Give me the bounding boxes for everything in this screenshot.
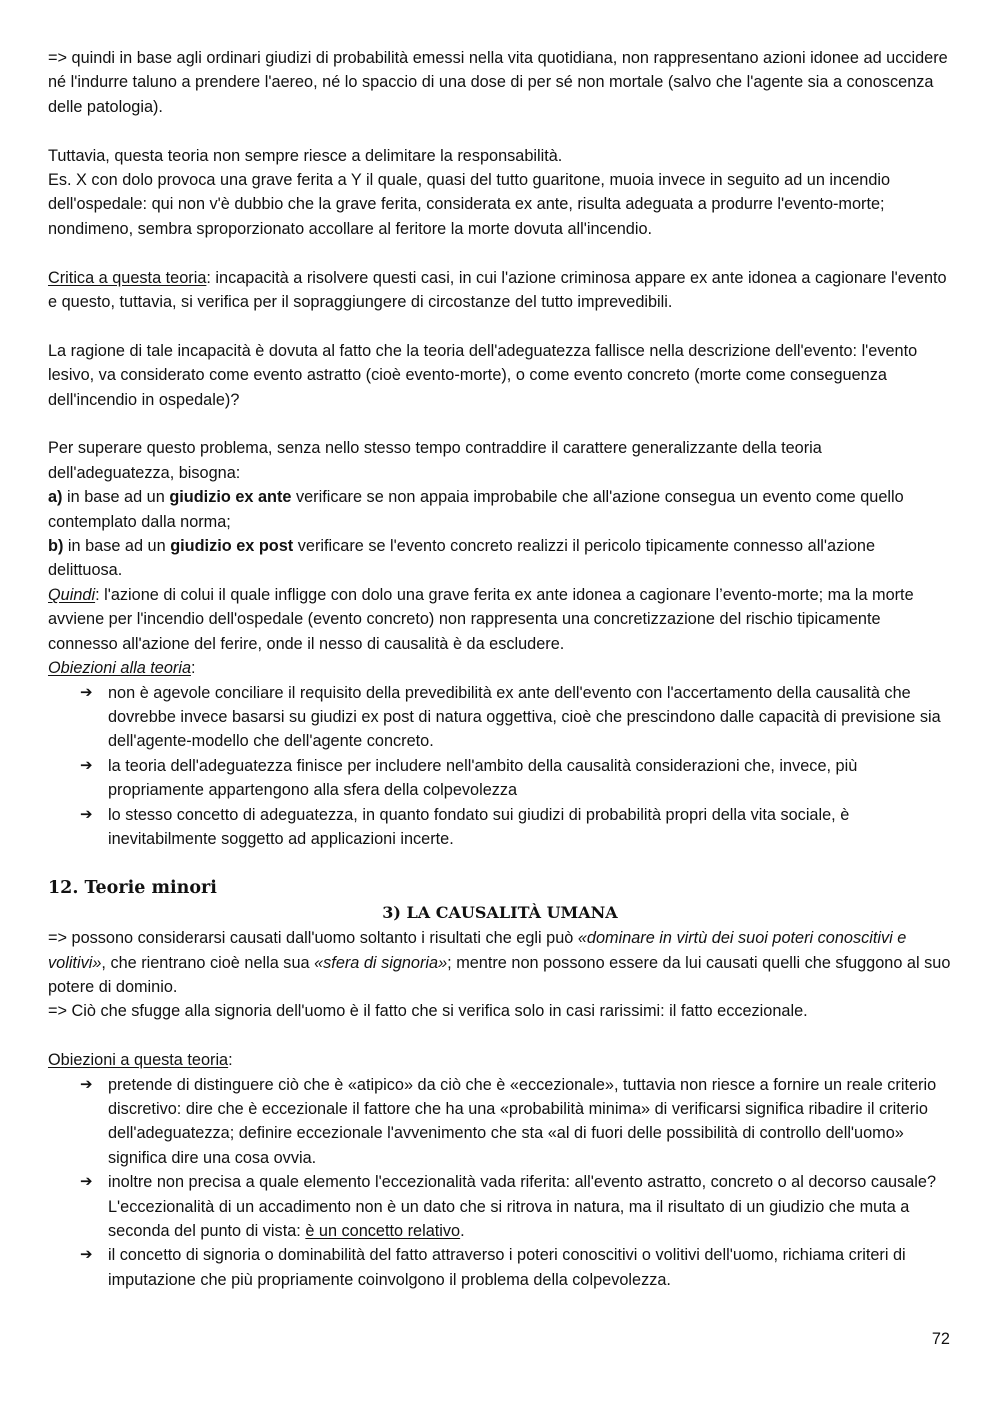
point-a-bold: giudizio ex ante [169, 488, 292, 507]
arrow-right-icon: ➔ [80, 756, 93, 774]
paragraph-critica [48, 266, 952, 315]
cu-quote-1: «dominare in virtù dei suoi poteri conoscitivi e volitivi» [48, 929, 907, 972]
critica-label: Critica a questa teoria [48, 268, 207, 287]
point-b-pre: in base ad un [63, 537, 171, 556]
subsection-title: 3) LA CAUSALITÀ UMANA [382, 903, 618, 923]
list-item [48, 754, 952, 803]
point-b-post: verificare se l'evento concreto realizzi il pericolo tipicamente connesso all'azione delittuosa. [48, 537, 876, 580]
list-item-underlined: è un concetto relativo [305, 1222, 461, 1240]
critica-text: : incapacità a risolvere questi casi, in cui l'azione criminosa appare ex ante idonea a cagionare l'evento e questo, tuttavia, si verifica per il sopraggiungere di circostanze del tutto imprevedibili. [48, 268, 947, 312]
cu-text-2: , che rientrano cioè nella sua [101, 953, 315, 972]
arrow-right-icon: ➔ [80, 805, 93, 823]
paragraph-ragione: La ragione di tale incapacità è dovuta al fatto che la teoria dell'adeguatezza fallisce nella descrizione dell'evento: l'evento lesivo, va considerato come evento astratto (cioè evento-morte), o come evento concreto (morte come conseguenza dell'incendio in ospedale)? [48, 341, 918, 409]
obiezioni-2-label: Obiezioni a questa teoria [48, 1051, 229, 1070]
arrow-right-icon: ➔ [80, 1246, 93, 1264]
point-a-pre: in base ad un [62, 488, 170, 507]
quindi-text: : l'azione di colui il quale infligge con dolo una grave ferita ex ante idonea a cagionare l’evento-morte; ma la morte avviene per l'incendio dell'ospedale (evento concreto) non rappresenta una concretizzazione del rischio tipicamente connesso all'azione del ferire, onde il nesso di causalità è da escludere. [48, 585, 914, 653]
list-item [48, 681, 952, 754]
cu-text-3: ; mentre non possono essere da lui causati quelli che sfuggono al suo potere di dominio. [48, 953, 951, 996]
point-b-label: b) [48, 537, 64, 556]
arrow-right-icon: ➔ [80, 1075, 93, 1093]
obiezioni-1-label: Obiezioni alla teoria [48, 659, 191, 678]
list-item-text: non è agevole conciliare il requisito della prevedibilità ex ante dell'evento con l'accertamento della causalità che dovrebbe invece basarsi su giudizi ex post di natura oggettiva, cioè che prescindono dalle capacità di previsione sia dell'agente-modello che dell'agente concreto. [108, 683, 941, 751]
list-item-text: il concetto di signoria o dominabilità del fatto attraverso i poteri conoscitivi o volitivi dell'uomo, richiama criteri di imputazione che più propriamente coinvolgono il problema della colpevolezza. [108, 1246, 906, 1289]
quindi-label: Quindi [48, 585, 96, 604]
obiezioni-heading-1 [48, 656, 952, 680]
list-item [48, 1170, 952, 1243]
obiezioni-2-colon: : [228, 1051, 233, 1070]
list-item-text: la teoria dell'adeguatezza finisce per includere nell'ambito della causalità considerazioni che, invece, più propriamente appartengono alla sfera della colpevolezza [108, 756, 858, 800]
section-title: 12. Teorie minori [48, 877, 217, 898]
paragraph-superare: Per superare questo problema, senza nello stesso tempo contraddire il carattere generalizzante della teoria dell'adeguatezza, bisogna: [48, 439, 822, 482]
point-a-post: verificare se non appaia improbabile che all'azione consegua un evento come quello contemplato dalla norma; [48, 488, 904, 531]
cu-text-1: => possono considerarsi causati dall'uomo soltanto i risultati che egli può [48, 929, 578, 948]
obiezioni-1-colon: : [191, 659, 196, 678]
paragraph-probabilita: => quindi in base agli ordinari giudizi di probabilità emessi nella vita quotidiana, non rappresentano azioni idonee ad uccidere né l'indurre taluno a prendere l'aereo, né lo spaccio di una dose di per sé non mortale (salvo che l'agente sia a conoscenza delle patologia). [48, 49, 948, 116]
paragraph-causalita-umana [48, 926, 952, 999]
list-item-text: lo stesso concetto di adeguatezza, in quanto fondato sui giudizi di probabilità propri della vita sociale, è inevitabilmente soggetto ad applicazioni incerte. [108, 805, 850, 848]
list-item-text: pretende di distinguere ciò che è «atipico» da ciò che è «eccezionale», tuttavia non riesce a fornire un reale criterio discretivo: dire che è eccezionale il fattore che ha una «probabilità minima» di verificarsi significa ribadire il criterio dell'adeguatezza; definire eccezionale l'avvenimento che sta «al di fuori delle possibilità di controllo dell'uomo» significa dire una cosa ovvia. [108, 1075, 937, 1167]
list-item [48, 1073, 952, 1171]
cu-quote-2: «sfera di signoria» [314, 953, 448, 972]
list-item-end: . [460, 1222, 465, 1240]
page-number: 72 [931, 1330, 950, 1348]
paragraph-point-a [48, 485, 952, 534]
arrow-right-icon: ➔ [80, 1173, 93, 1191]
obiezioni-list-1 [48, 681, 952, 852]
obiezioni-heading-2 [48, 1048, 952, 1072]
paragraph-esempio: Es. X con dolo provoca una grave ferita a Y il quale, quasi del tutto guaritone, muoia invece in seguito ad un incendio dell'ospedale: qui non v'è dubbio che la grave ferita, considerata ex ante, risulta adeguata a produrre l'evento-morte; nondimeno, sembra sproporzionato accollare al feritore la morte dovuta all'incendio. [48, 171, 891, 238]
point-a-label: a) [48, 488, 63, 507]
obiezioni-list-2 [48, 1073, 952, 1293]
paragraph-fatto-eccezionale: => Ciò che sfugge alla signoria dell'uomo è il fatto che si verifica solo in casi rarissimi: il fatto eccezionale. [48, 1002, 808, 1021]
paragraph-point-b [48, 534, 952, 583]
arrow-right-icon: ➔ [80, 683, 93, 701]
list-item [48, 803, 952, 852]
point-b-bold: giudizio ex post [170, 537, 294, 556]
paragraph-quindi [48, 583, 952, 656]
list-item-text: inoltre non precisa a quale elemento l'eccezionalità vada riferita: all'evento astratto, concreto o al decorso causale? L'eccezionalità di un accadimento non è un dato che si ritrova in natura, ma il risultato di un giudizio che muta a seconda del punto di vista: [108, 1173, 936, 1240]
list-item [48, 1243, 952, 1292]
paragraph-tuttavia: Tuttavia, questa teoria non sempre riesce a delimitare la responsabilità. [48, 146, 563, 165]
